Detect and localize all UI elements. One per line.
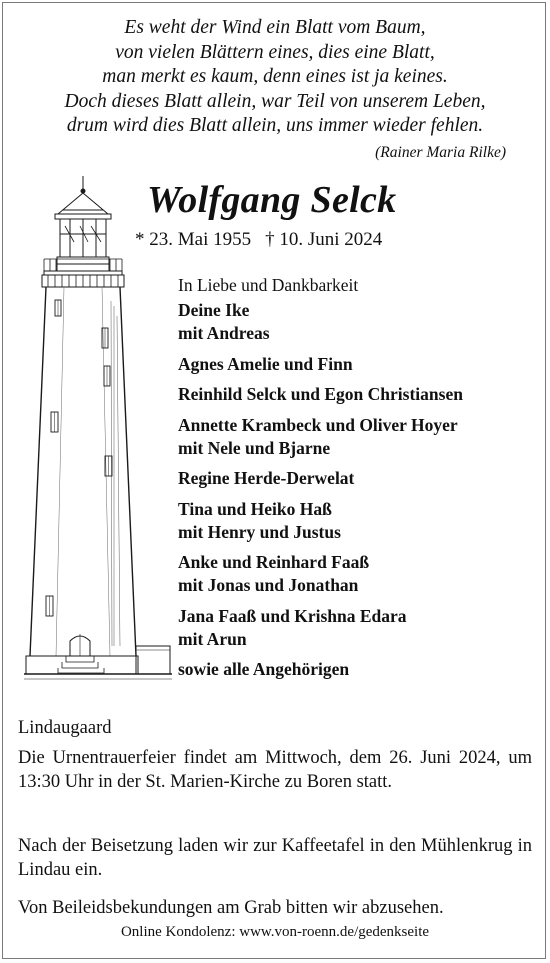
mourner-group	[178, 414, 538, 460]
poem-line: Es weht der Wind ein Blatt vom Baum,	[124, 17, 426, 38]
lighthouse-illustration	[22, 176, 172, 686]
ceremony-text: Die Urnentrauerfeier findet am Mittwoch, dem 26. Juni 2024, um 13:30 Uhr in der St. Marien-Kirche zu Boren statt.	[18, 748, 532, 792]
mourner-group	[178, 383, 538, 406]
condolence-note: Von Beileidsbekundungen am Grab bitten wir abzusehen.	[18, 898, 444, 918]
deceased-name: Wolfgang Selck	[147, 179, 397, 221]
online-condolence-link[interactable]: Online Kondolenz: www.von-roenn.de/gedenkseite	[120, 924, 430, 940]
poem-author: (Rainer Maria Rilke)	[375, 144, 506, 161]
mourner-line: Tina und Heiko Haß	[178, 498, 332, 519]
mourner-line: mit Jonas und Jonathan	[178, 575, 359, 595]
mourner-group	[178, 353, 538, 376]
mourner-line: mit Henry und Justus	[178, 521, 341, 542]
mourners-list	[178, 274, 538, 689]
mourner-line: Reinhild Selck und Egon Christiansen	[178, 384, 463, 404]
mourner-line: sowie alle Angehörigen	[178, 659, 350, 679]
mourner-group	[178, 299, 538, 345]
birth-date: * 23. Mai 1955	[135, 229, 252, 250]
mourner-line: Jana Faaß und Krishna Edara	[178, 605, 407, 626]
mourners-intro: In Liebe und Dankbarkeit	[178, 275, 359, 295]
location: Lindaugaard	[18, 718, 112, 738]
mourner-line: mit Arun	[178, 628, 247, 649]
mourner-line: mit Nele und Bjarne	[178, 437, 331, 458]
poem-line: drum wird dies Blatt allein, uns immer wieder fehlen.	[66, 115, 484, 136]
life-dates	[135, 229, 382, 251]
mourner-line: Deine Ike	[178, 300, 250, 320]
poem	[0, 16, 550, 139]
mourner-line: Regine Herde-Derwelat	[178, 468, 355, 488]
mourner-line: Anke und Reinhard Faaß	[178, 552, 370, 572]
mourner-line: Annette Krambeck und Oliver Hoyer	[178, 414, 458, 435]
mourner-group	[178, 551, 538, 597]
mourner-group	[178, 605, 538, 651]
mourner-group	[178, 658, 538, 681]
mourner-group	[178, 467, 538, 490]
death-date: † 10. Juni 2024	[265, 229, 383, 250]
poem-line: von vielen Blättern eines, dies eine Blatt,	[115, 41, 435, 63]
mourner-line: mit Andreas	[178, 323, 270, 343]
poem-line: man merkt es kaum, denn eines ist ja keines.	[102, 66, 448, 87]
mourner-line: Agnes Amelie und Finn	[178, 353, 353, 374]
poem-line: Doch dieses Blatt allein, war Teil von unserem Leben,	[64, 90, 486, 112]
mourner-group	[178, 498, 538, 544]
reception-text: Nach der Beisetzung laden wir zur Kaffeetafel in den Mühlenkrug in Lindau ein.	[18, 836, 532, 880]
